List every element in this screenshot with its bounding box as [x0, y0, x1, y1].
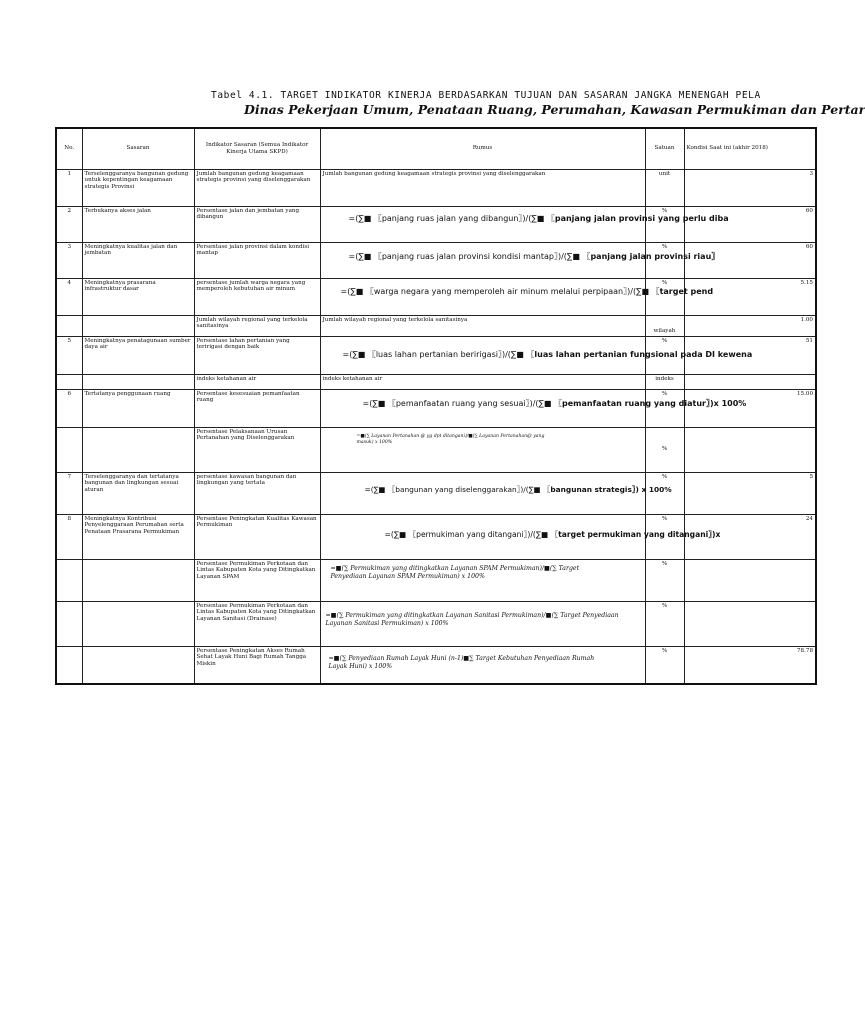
cell-satuan: % — [645, 206, 684, 242]
table-row — [56, 206, 816, 242]
indicator-table — [55, 127, 817, 685]
formula: =(∑■ 〖panjang ruas jalan yang dibangun〗)/(∑■ 〖panjang jalan provinsi yang perlu diba — [348, 213, 729, 223]
cell-kondisi — [684, 559, 816, 601]
cell-rumus — [320, 242, 720, 278]
cell-rumus — [320, 278, 714, 315]
cell-no — [56, 315, 82, 336]
cell-indikator: Jumlah wilayah regional yang terkelola sanitasinya — [194, 315, 320, 336]
cell-kondisi — [684, 601, 816, 646]
cell-kondisi — [684, 374, 816, 389]
cell-kondisi: 5.15 — [684, 278, 816, 315]
cell-sasaran — [82, 601, 194, 646]
table-row — [56, 601, 816, 646]
cell-no: 3 — [56, 242, 82, 278]
cell-satuan: unit — [645, 169, 684, 206]
cell-no: 4 — [56, 278, 82, 315]
formula: =(∑■ 〖panjang ruas jalan provinsi kondisi mantap〗)/(∑■ 〖panjang jalan provinsi riau〗 — [348, 251, 720, 261]
formula: =■(∑ Permukiman yang ditingkatkan Layanan Sanitasi Permukiman)/■(∑ Target Penyediaan Layanan Sanitasi Permukiman) x 100% — [325, 611, 619, 628]
cell-no — [56, 559, 82, 601]
header-no: No. — [56, 128, 82, 169]
cell-rumus — [320, 206, 729, 242]
cell-kondisi: 1.00 — [684, 315, 816, 336]
cell-rumus — [320, 389, 747, 427]
cell-indikator: Persentase jalan dan jembatan yang dibangun — [194, 206, 320, 242]
agency-title: Dinas Pekerjaan Umum, Penataan Ruang, Perumahan, Kawasan Permukiman dan Pertar — [244, 102, 865, 117]
cell-satuan: % — [645, 278, 684, 315]
cell-kondisi: 24 — [684, 514, 816, 559]
cell-sasaran: Meningkatnya penatagunaan sumber daya air — [82, 336, 194, 374]
cell-rumus: indeks ketahanan air — [320, 374, 645, 389]
cell-kondisi: 78.78 — [684, 646, 816, 684]
cell-indikator: indeks ketahanan air — [194, 374, 320, 389]
table-row — [56, 472, 816, 514]
cell-kondisi — [684, 427, 816, 472]
cell-sasaran — [82, 646, 194, 684]
cell-no — [56, 374, 82, 389]
header-rumus: Rumus — [320, 128, 645, 169]
header-satuan: Satuan — [645, 128, 684, 169]
table-row — [56, 374, 816, 389]
cell-no: 5 — [56, 336, 82, 374]
formula: =(∑■ 〖pemanfaatan ruang yang sesuai〗)/(∑■ 〖pemanfaatan ruang yang diatur〗)x 100% — [362, 398, 747, 408]
cell-rumus — [320, 601, 645, 646]
header-row — [56, 128, 816, 169]
cell-sasaran: Meningkatnya prasarana infrastruktur dasar — [82, 278, 194, 315]
cell-rumus — [320, 646, 645, 684]
cell-satuan: % — [645, 427, 684, 472]
table-row — [56, 278, 816, 315]
cell-satuan: % — [645, 559, 684, 601]
cell-sasaran — [82, 559, 194, 601]
cell-sasaran: Meningkatnya kualitas jalan dan jembatan — [82, 242, 194, 278]
cell-rumus — [320, 559, 645, 601]
cell-indikator: Persentase Peningkatan Kualitas Kawasan Permukiman — [194, 514, 320, 559]
cell-sasaran: Terselenggaranya dan tertatanya bangunan dan lingkungan sesuai aturan — [82, 472, 194, 514]
table-row — [56, 427, 816, 472]
cell-sasaran — [82, 427, 194, 472]
cell-rumus: Jumlah wilayah regional yang terkelola sanitasinya — [320, 315, 645, 336]
cell-indikator: Persentase Permukiman Perkotaan dan Lintas Kabupaten Kota yang Ditingkatkan Layanan SPAM — [194, 559, 320, 601]
cell-indikator: Persentase lahan pertanian yang teririgasi dengan baik — [194, 336, 320, 374]
cell-rumus — [320, 427, 645, 472]
cell-kondisi: 15.00 — [684, 389, 816, 427]
cell-sasaran: Tertatanya penggunaan ruang — [82, 389, 194, 427]
table-row — [56, 646, 816, 684]
cell-kondisi: 5 — [684, 472, 816, 514]
cell-no — [56, 427, 82, 472]
cell-no: 7 — [56, 472, 82, 514]
cell-satuan: % — [645, 646, 684, 684]
cell-indikator: persentase kawasan bangunan dan lingkungan yang tertata — [194, 472, 320, 514]
cell-no — [56, 601, 82, 646]
cell-no: 6 — [56, 389, 82, 427]
cell-kondisi: 3 — [684, 169, 816, 206]
cell-rumus — [320, 514, 721, 559]
table-row — [56, 559, 816, 601]
cell-rumus: Jumlah bangunan gedung keagamaan strategis provinsi yang diselenggarakan — [320, 169, 645, 206]
cell-no: 1 — [56, 169, 82, 206]
cell-sasaran: Terselenggaranya bangunan gedung untuk kepentingan keagamaan strategis Provinsi — [82, 169, 194, 206]
table-row — [56, 514, 816, 559]
formula: =■(∑ Layanan Pertanahan @ yg dpt ditangani)/■(∑ Layanan Pertanahan@ yang masuk) x 100% — [356, 433, 545, 445]
cell-rumus — [320, 472, 672, 514]
cell-no — [56, 646, 82, 684]
cell-no: 8 — [56, 514, 82, 559]
cell-indikator: Persentase jalan provinsi dalam kondisi mantap — [194, 242, 320, 278]
table-row — [56, 242, 816, 278]
cell-satuan: % — [645, 601, 684, 646]
formula: =(∑■ 〖permukiman yang ditangani〗)/(∑■ 〖target permukiman yang ditangani〗)x — [384, 529, 721, 539]
formula: =(∑■ 〖luas lahan pertanian beririgasi〗)/(∑■ 〖luas lahan pertanian fungsional pada DI kewena — [342, 349, 753, 359]
header-indikator: Indikator Sasaran (Semua Indikator Kinerja Utama SKPD) — [194, 128, 320, 169]
cell-satuan: wilayah — [645, 315, 684, 336]
table-caption: Tabel 4.1. TARGET INDIKATOR KINERJA BERDASARKAN TUJUAN DAN SASARAN JANGKA MENENGAH PELA — [211, 90, 761, 101]
cell-satuan: % — [645, 514, 684, 559]
cell-indikator: Persentase Peningkatan Akses Rumah Sehat Layak Huni Bagi Rumah Tangga Miskin — [194, 646, 320, 684]
table-row — [56, 315, 816, 336]
cell-indikator: persentase jumlah warga negara yang memperoleh kebutuhan air minum — [194, 278, 320, 315]
cell-satuan: % — [645, 389, 684, 427]
cell-satuan: % — [645, 336, 684, 374]
formula: =(∑■ 〖warga negara yang memperoleh air minum melalui perpipaan〗)/(∑■ 〖target pend — [340, 286, 714, 296]
cell-indikator: Persentase Permukiman Perkotaan dan Lintas Kabupaten Kota yang Ditingkatkan Layanan Sanitasi (Drainase) — [194, 601, 320, 646]
table-row — [56, 389, 816, 427]
cell-sasaran: Meningkatnya Kontribusi Penyelenggaraan Perumahan serta Penataan Prasarana Permukiman — [82, 514, 194, 559]
formula: =■(∑ Permukiman yang ditingkatkan Layanan SPAM Permukiman)/■(∑ Target Penyediaan Layanan SPAM Permukiman) x 100% — [330, 564, 580, 581]
cell-indikator: Jumlah bangunan gedung keagamaan strategis provinsi yang diselenggarakan — [194, 169, 320, 206]
formula: =■(∑ Penyediaan Rumah Layak Huni (n-1)■∑ Target Kebutuhan Penyediaan Rumah Layak Huni) x 100% — [328, 654, 595, 671]
cell-kondisi: 51 — [684, 336, 816, 374]
cell-satuan: % — [645, 472, 684, 514]
table-row — [56, 169, 816, 206]
cell-indikator: Persentase kesesuaian pemanfaatan ruang — [194, 389, 320, 427]
header-kondisi: Kondisi Saat ini (akhir 2018) — [684, 128, 816, 169]
cell-kondisi: 60 — [684, 206, 816, 242]
cell-sasaran — [82, 315, 194, 336]
cell-satuan: indeks — [645, 374, 684, 389]
cell-satuan: % — [645, 242, 684, 278]
table-row — [56, 336, 816, 374]
indicator-table-container — [55, 127, 813, 687]
cell-no: 2 — [56, 206, 82, 242]
cell-kondisi: 60 — [684, 242, 816, 278]
cell-sasaran — [82, 374, 194, 389]
cell-indikator: Persentase Pelaksanaan Urusan Pertanahan yang Diselenggarakan — [194, 427, 320, 472]
formula: =(∑■ 〖bangunan yang diselenggarakan〗)/(∑■ 〖bangunan strategis〗) x 100% — [364, 484, 672, 494]
cell-rumus — [320, 336, 753, 374]
cell-sasaran: Terbukanya akses jalan — [82, 206, 194, 242]
header-sasaran: Sasaran — [82, 128, 194, 169]
